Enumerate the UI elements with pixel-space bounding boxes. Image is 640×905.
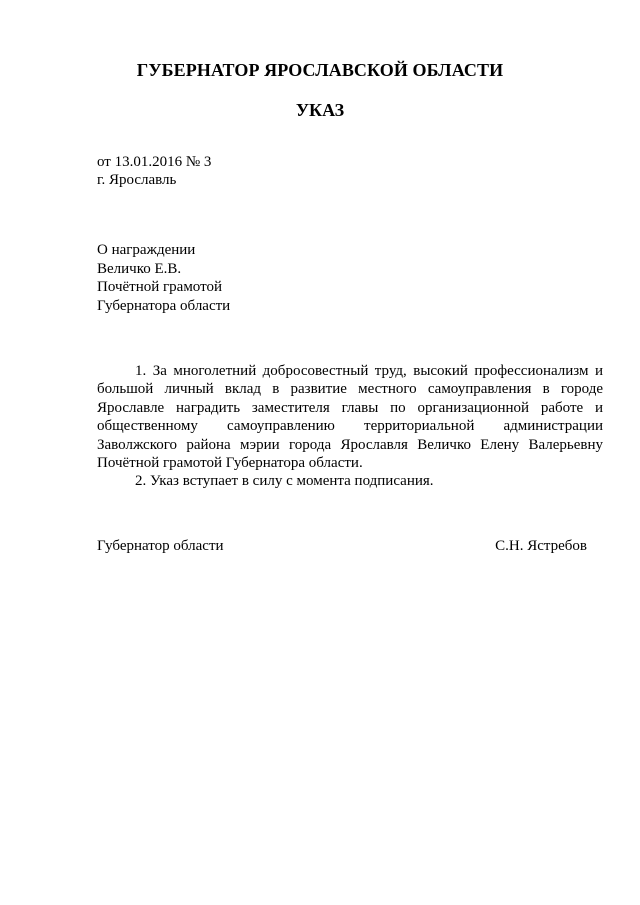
document-body xyxy=(97,362,603,491)
place-of-issue: г. Ярославль xyxy=(97,172,177,188)
document-subject xyxy=(97,241,230,315)
subject-line: Величко Е.В. xyxy=(97,260,182,277)
document-type-heading: УКАЗ xyxy=(295,100,345,120)
body-paragraph-2: 2. Указ вступает в силу с момента подписания. xyxy=(135,473,434,490)
issuing-authority-title: ГУБЕРНАТОР ЯРОСЛАВСКОЙ ОБЛАСТИ xyxy=(136,60,504,80)
body-paragraph-1: 1. За многолетний добросовестный труд, высокий профессионализм и большой личный вклад в развитие местного самоуправления в городе Ярославле наградить заместителя главы по организационной работе и общественному самоуправлению территориальной администрации Заволжского района мэрии города Ярославля Величко Елену Валерьевну Почётной грамотой Губернатора области. xyxy=(97,363,603,472)
date-and-number: от 13.01.2016 № 3 xyxy=(97,154,212,170)
subject-line: Почётной грамотой xyxy=(97,279,222,295)
subject-line: Губернатора области xyxy=(97,297,231,314)
document-meta xyxy=(97,153,211,189)
signatory-name: С.Н. Ястребов xyxy=(495,538,587,554)
signatory-role: Губернатор области xyxy=(97,538,224,554)
subject-line: О награждении xyxy=(97,242,196,258)
